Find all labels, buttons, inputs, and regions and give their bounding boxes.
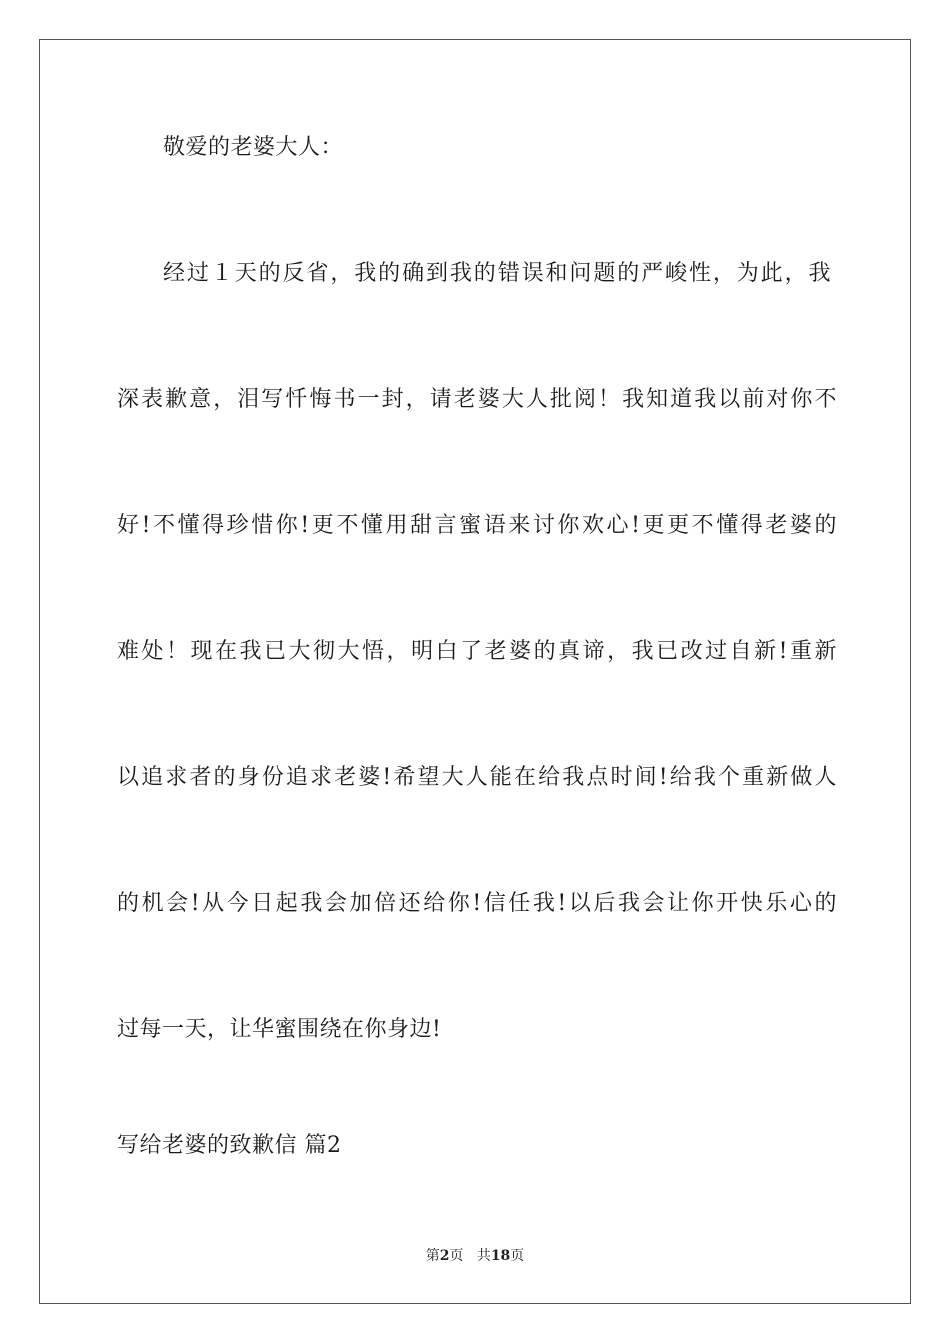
page-footer	[0, 1246, 950, 1266]
body-line-1: 经过１天的反省，我的确到我的错误和问题的严峻性，为此，我	[163, 261, 831, 286]
body-line-2: 深表歉意，泪写忏悔书一封，请老婆大人批阅！我知道我以前对你不	[117, 387, 837, 412]
body-line-7: 过每一天，让华蜜围绕在你身边!	[117, 1017, 442, 1042]
body-line-6: 的机会!从今日起我会加倍还给你!信任我!以后我会让你开快乐心的	[117, 891, 837, 916]
body-line-4: 难处！现在我已大彻大悟，明白了老婆的真谛，我已改过自新!重新	[117, 639, 837, 664]
page-prefix: 第	[425, 1248, 440, 1264]
total-pages: 18	[490, 1248, 511, 1264]
body-line-5: 以追求者的身份追求老婆!希望大人能在给我点时间!给我个重新做人	[117, 765, 837, 790]
total-prefix: 共	[476, 1248, 491, 1264]
total-suffix: 页	[510, 1248, 525, 1264]
page-number: 2	[439, 1248, 450, 1264]
salutation: 敬爱的老婆大人：	[163, 135, 344, 160]
page-border	[39, 39, 911, 1304]
body-line-3: 好!不懂得珍惜你!更不懂用甜言蜜语来讨你欢心!更更不懂得老婆的	[117, 513, 837, 538]
page-suffix: 页	[449, 1248, 464, 1264]
section-heading: 写给老婆的致歉信 篇2	[117, 1133, 342, 1158]
